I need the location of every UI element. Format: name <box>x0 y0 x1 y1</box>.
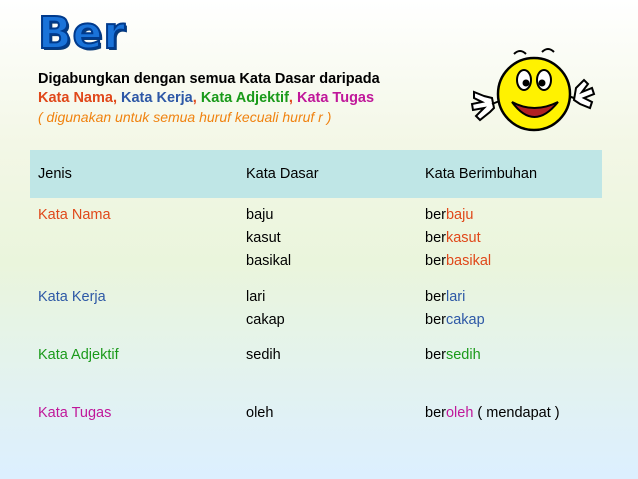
kata-kerja-label: Kata Kerja <box>121 90 193 106</box>
table-row <box>30 386 602 444</box>
kata-tugas-label: Kata Tugas <box>296 90 375 106</box>
kata-dasar: oleh <box>246 405 274 421</box>
prefix: ber <box>425 347 446 363</box>
prefix: ber <box>425 207 446 223</box>
meaning-note: ( mendapat ) <box>477 405 560 421</box>
table-row <box>30 282 602 340</box>
kata-berimbuhan-cell <box>417 340 602 386</box>
separator: , <box>112 90 117 106</box>
root-word: baju <box>445 207 474 223</box>
prefix: ber <box>425 230 446 246</box>
imbuhan-table <box>30 150 602 444</box>
intro-text <box>38 70 380 127</box>
root-word: lari <box>445 289 466 305</box>
root-word: basikal <box>445 253 492 269</box>
prefix: ber <box>425 405 446 421</box>
kata-dasar: basikal <box>246 253 292 269</box>
kata-dasar: baju <box>246 207 274 223</box>
separator: , <box>288 90 293 106</box>
prefix: ber <box>425 312 446 328</box>
kata-dasar-cell <box>238 386 417 444</box>
intro-line-1: Digabungkan dengan semua Kata Dasar daripada <box>38 71 380 87</box>
kata-dasar: kasut <box>246 230 281 246</box>
kata-berimbuhan-cell <box>417 386 602 444</box>
kata-dasar-cell <box>238 198 417 282</box>
intro-note: ( digunakan untuk semua huruf kecuali huruf r ) <box>38 109 332 125</box>
intro-line-2 <box>38 89 380 108</box>
kata-dasar: cakap <box>246 312 285 328</box>
root-word: cakap <box>445 312 485 328</box>
separator: , <box>192 90 197 106</box>
jenis-cell: Kata Tugas <box>38 405 112 421</box>
prefix: ber <box>425 289 446 305</box>
header-kata-dasar: Kata Dasar <box>238 150 417 198</box>
jenis-cell: Kata Nama <box>38 207 111 223</box>
root-word: kasut <box>445 230 481 246</box>
jenis-cell: Kata Kerja <box>38 289 106 305</box>
jenis-cell: Kata Adjektif <box>38 347 119 363</box>
smiley-face-icon <box>470 40 600 140</box>
kata-dasar-cell <box>238 340 417 386</box>
left-hand-icon <box>472 92 494 120</box>
table-header-row <box>30 150 602 198</box>
prefix: ber <box>425 253 446 269</box>
table-row <box>30 340 602 386</box>
kata-nama-label: Kata Nama <box>38 90 113 106</box>
kata-berimbuhan-cell <box>417 282 602 340</box>
header-jenis: Jenis <box>30 150 238 198</box>
kata-dasar: lari <box>246 289 266 305</box>
header-kata-berimbuhan: Kata Berimbuhan <box>417 150 602 198</box>
kata-adjektif-label: Kata Adjektif <box>200 90 289 106</box>
root-word: oleh <box>445 405 474 421</box>
kata-dasar-cell <box>238 282 417 340</box>
kata-berimbuhan-cell <box>417 198 602 282</box>
table-row <box>30 198 602 282</box>
root-word: sedih <box>445 347 481 363</box>
slide-title: Ber <box>38 8 127 59</box>
kata-dasar: sedih <box>246 347 281 363</box>
right-hand-icon <box>574 80 594 108</box>
